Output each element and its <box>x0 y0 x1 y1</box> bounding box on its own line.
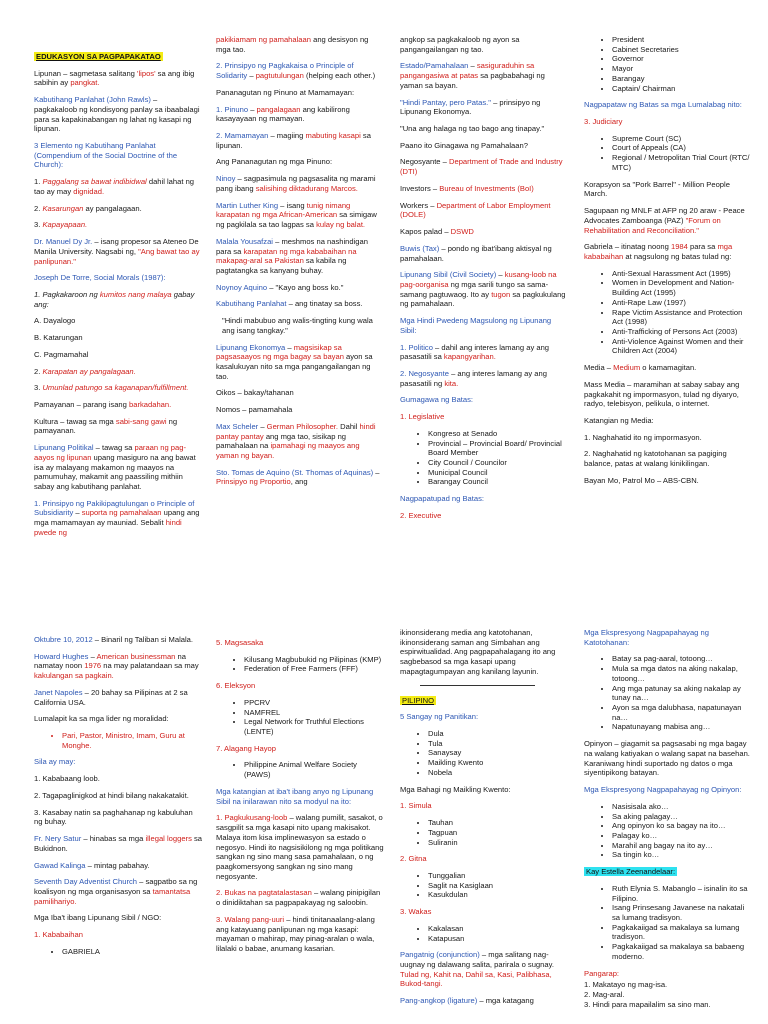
list-item: • Supreme Court (SC) <box>612 134 754 144</box>
pinuno-note: 1. Pinuno – pangalagaan ang kabilirong kasayayaan ng mamayan. <box>216 104 350 124</box>
solidarity-note: 2. Prinsipyo ng Pagkakaisa o Principle of Solidarity – pagtutulungan (helping each other.) <box>216 61 376 81</box>
kultura-note: Kultura – tawag sa mga sabi-sang gawi ng pamayanan. <box>34 416 178 436</box>
executive-heading: 2. Executive <box>400 510 442 520</box>
media-point-2: 2. Naghahatid ng katotohanan sa pagiging balance, patas at walang kinikilingan. <box>584 449 727 469</box>
adventist-note: Seventh Day Adventist Church – sagpatbo sa ng koalisyon ng mga organisasyon sa tamantatsa pamilihariyo. <box>34 877 198 906</box>
mlk-note: Martin Luther King – isang tunig nimang karapatan ng mga African-American sa simigaw ng pagkilala sa tao lagpas sa kulay ng balat. <box>216 200 377 230</box>
column-6 <box>216 638 384 1020</box>
document-title: EDUKASYON SA PAGPAPAKATAO <box>36 52 161 61</box>
ninoy-note: Ninoy – sagpasimula ng pagsasalita ng marami pang ibang salisihing diktadurang Marcos. <box>216 174 376 193</box>
judiciary-heading: 3. Judiciary <box>584 117 623 127</box>
pagkukusang-loob-note: 1. Pagkukusang-loob – walang pumilit, sasakot, o sasgpilit sa mga kasapi nito upang makisakot. Malaya itom kisa implinewasyon sa estado o negosyo. Hindi ito nagsisikilong ng mga politikang sangkan ng sino mang sasa pamahalaan, o ng paagkomersyong sangkan ng sino mang negosyante. <box>216 813 384 881</box>
pilipino-heading: PILIPINO <box>402 695 435 705</box>
list-item: • Governor <box>612 54 754 64</box>
list-item: • City Council / Councilor <box>428 458 568 468</box>
list-item: • Pagkakaiigad sa makalaya sa lumang tradisyon. <box>612 923 754 942</box>
lipunan-definition: Lipunan – sagmetasa salitang 'lipos' sa ang ibig sabihin ay pangkat. <box>34 68 195 88</box>
nomos-note: Nomos – pamamahala <box>216 405 293 415</box>
list-item: • Mayor <box>612 64 754 74</box>
gawad-kalinga-note: Gawad Kalinga – mintag pabahay. <box>34 860 150 870</box>
list-item: • Tunggalian <box>428 871 568 881</box>
noynoy-note: Noynoy Aquino – "Kayo ang boss ko." <box>216 282 344 292</box>
list-item: • Palagay ko… <box>612 831 754 841</box>
katangian-media-heading: Katangian ng Media: <box>584 416 654 425</box>
column-5 <box>34 635 202 1020</box>
trait-1: 1. Kababaang loob. <box>34 774 100 784</box>
option-c: C. Pagmamahal <box>34 349 89 359</box>
simula-list <box>400 818 568 847</box>
pangatnig-note: Pangatnig (conjunction) – mga salitang nag-uugnay ng dalawang salita, parirala o sugnay. Tulad ng, Kahit na, Dahil sa, Kasi, Palibhasa, Bukod-tangi. <box>400 950 554 989</box>
nagpapatupad-heading: Nagpapatupad ng Batas: <box>400 494 485 504</box>
media-point-1: 1. Naghahatid ito ng impormasyon. <box>584 432 702 442</box>
list-item: • Mula sa mga datos na aking nakalap, totoong… <box>612 664 754 683</box>
column-3 <box>400 35 568 554</box>
spiritual-continuation: ikinonsiderang media ang katotohanan, ikinonsiderang saman ang Simbahan ang espirwitualidad. Ang pagpapahalagang ito ang sagbebasod sa mga kasapi upang mapagtagumpayan ang kanilang layunin. <box>400 628 556 676</box>
de-torre-point-3: 3. Umunlad patungo sa kaganapan/fulfillment. <box>34 383 189 393</box>
list-item: • Municipal Council <box>428 468 568 478</box>
investors-boi: Investors – Bureau of Investments (BoI) <box>400 183 534 193</box>
list-item: • Barangay Council <box>428 477 568 487</box>
list-item: • Maikling Kwento <box>428 758 568 768</box>
de-torre-point-2: 2. Karapatan ay pangalagaan. <box>34 366 136 376</box>
magsasaka-heading: 5. Magsasaka <box>216 638 264 647</box>
executive-list <box>584 35 754 93</box>
column-2 <box>216 35 384 554</box>
malala-note: Malala Yousafzai – meshmos na nashindigan para sa karapatan ng mga kababaihan na makapag-aral sa Pakistan sa kabila ng pagtatangka sa kanyang buhay. <box>216 236 368 275</box>
pinuno-heading: Ang Pananagutan ng mga Pinuno: <box>216 157 333 167</box>
lider-list <box>34 731 202 750</box>
list-item: • Sa aking palagay… <box>612 812 754 822</box>
pamahalaan-question: Paano ito Ginagawa ng Pamahalaan? <box>400 140 528 150</box>
list-item: • Suliranin <box>428 838 568 848</box>
lipunang-ekonomya-note: Lipunang Ekonomya – magsisikap sa pagsasaayos ng mga bagay sa bayan ayon sa kasalukuyan nito sa mga pangangailangan ng tao. <box>216 342 373 381</box>
opinyon-definition: Opinyon – giagamit sa pagsasabi ng mga bagay na walang katiyakan o walang sapat na basehan. Karaniwang hindi suportado ng datos o mga siyentipikong batayan. <box>584 739 750 778</box>
alagang-hayop-heading: 7. Alagang Hayop <box>216 743 276 753</box>
list-item: • NAMFREL <box>244 708 384 718</box>
list-item: • Isang Prinsesang Javanese na nakatali sa lumang tradisyon. <box>612 903 754 922</box>
list-item: • Women in Development and Nation-Building Act (1995) <box>612 278 754 297</box>
column-1 <box>34 52 202 554</box>
ngo-heading: Mga Iba't ibang Lipunang Sibil / NGO: <box>34 913 162 923</box>
nery-satur-note: Fr. Nery Satur – hinabas sa mga illegal loggers sa Bukidnon. <box>34 834 202 853</box>
list-item: • Provincial – Provincial Board/ Provincial Board Member <box>428 439 568 458</box>
list-item: • Katapusan <box>428 934 568 944</box>
pangarap-heading: Pangarap: <box>584 968 620 978</box>
list-item: • Anti-Trafficking of Persons Act (2003) <box>612 327 754 337</box>
elements-heading: 3 Elemento ng Kabutihang Panlahat (Compendium of the Social Doctrine of the Church): <box>34 141 178 170</box>
list-item: • Philippine Animal Welfare Society (PAWS) <box>244 760 384 779</box>
list-item: • Kakalasan <box>428 924 568 934</box>
media-note: Media – Medium o kamamagitan. <box>584 363 697 373</box>
estado-note: Estado/Pamahalaan – sasiguraduhin sa pangangasiwa at patas sa pagbabahagi ng yaman sa bayan. <box>400 61 545 90</box>
legislative-heading: 1. Legislative <box>400 412 445 422</box>
oikos-note: Oikos – bakay/tahanan <box>216 388 294 398</box>
pangarap-1: 1. Makatayo ng mag-isa. <box>584 980 668 990</box>
list-item: • Ang mga patunay sa aking nakalap ay tunay na… <box>612 684 754 703</box>
list-item: • Rape Victim Assistance and Protection Act (1998) <box>612 308 754 327</box>
zeenandelaar-heading: Kay Estella Zeenandelaar: <box>586 867 676 877</box>
magsasaka-list <box>216 655 384 674</box>
pangarap-2: 2. Mag-aral. <box>584 990 625 999</box>
element-3: 3. Kapayapaan. <box>34 220 88 230</box>
alagang-hayop-list <box>216 760 384 779</box>
list-item: • Cabinet Secretaries <box>612 45 754 55</box>
list-item: • Anti-Violence Against Women and their Children Act (2004) <box>612 337 754 356</box>
list-item: • PPCRV <box>244 698 384 708</box>
list-item: • Kilusang Magbubukid ng Pilipinas (KMP) <box>244 655 384 665</box>
list-item: • Ang opinyon ko sa bagay na ito… <box>612 821 754 831</box>
oktubre-note: Oktubre 10, 2012 – Binaril ng Taliban si Malala. <box>34 635 194 644</box>
gitna-heading: 2. Gitna <box>400 854 427 864</box>
kababaihan-list <box>34 947 202 957</box>
howard-hughes-note: Howard Hughes – American businessman na namatay noon 1976 na may palatandaan sa may kakulangan sa pagkain. <box>34 651 199 681</box>
list-item: • Ruth Elynia S. Mabanglo – isinalin ito sa Filipino. <box>612 884 754 903</box>
legislative-list <box>400 429 568 487</box>
mamamayan-note: 2. Mamamayan – magiing mabuting kasapi sa lipunan. <box>216 131 371 150</box>
subsidiarity-note: 1. Prinsipyo ng Pakikipagtulungan o Principle of Subsidiarity – suporta ng pamahalaan upang ang mga mamamayan ay mauniad. Sebalit hindi pwede ng <box>34 498 200 537</box>
scheler-note: Max Scheler – German Philosopher. Dahil hindi pantay pantay ang mga tao, sisikap ng pamahalaan na ipamahagi ng maayos ang yaman ng bayan. <box>216 421 376 460</box>
proportio-continuation: angkop sa pagkakaloob ng ayon sa pangangailangan ng tao. <box>400 35 520 54</box>
opinyon-list <box>584 802 754 860</box>
judiciary-list <box>584 134 754 173</box>
list-item: • Ayon sa mga dalubhasa, napatunayan na… <box>612 703 754 722</box>
zeenandelaar-list <box>584 884 754 962</box>
eleksyon-heading: 6. Eleksyon <box>216 681 256 691</box>
list-item: • Federation of Free Farmers (FFF) <box>244 664 384 674</box>
list-item: • Sa tingin ko… <box>612 850 754 860</box>
napoles-note: Janet Napoles – 20 bahay sa Pilipinas at 2 sa California USA. <box>34 687 188 707</box>
gumagawa-batas-heading: Gumagawa ng Batas: <box>400 395 474 405</box>
aquinas-note: Sto. Tomas de Aquino (St. Thomas of Aquinas) – Prinsipyo ng Proportio, ang <box>216 467 380 487</box>
list-item: • Pari, Pastor, Ministro, Imam, Guru at Monghe. <box>62 731 202 750</box>
lipunang-politikal-note: Lipunang Politikal – tawag sa paraan ng pag-aayos ng lipunan upang masiguro na ang bawat isa ay malayang makamon ng maayos na pamumuhay, makamit ang paassiling mithiin sabay ang kabutihang panlahat. <box>34 443 196 491</box>
list-item: • Napatunayang mabisa ang… <box>612 722 754 732</box>
walis-quote: "Hindi mabubuo ang walis-tingting kung wala ang isang tangkay." <box>222 316 373 335</box>
list-item: • Legal Network for Truthful Elections (LENTE) <box>244 717 384 736</box>
list-item: • Kongreso at Senado <box>428 429 568 439</box>
pamayanan-note: Pamayanan – parang isang barkadahan. <box>34 399 172 409</box>
list-item: • Barangay <box>612 74 754 84</box>
buwis-note: Buwis (Tax) – pondo ng ibat'ibang aktisyal ng pamahalaan. <box>400 243 552 263</box>
list-item: • President <box>612 35 754 45</box>
list-item: • Nasisisala ako… <box>612 802 754 812</box>
list-item: • Saglit na Kasiglaan <box>428 881 568 891</box>
list-item: • Tula <box>428 739 568 749</box>
negosyante-note: 2. Negosyante – ang interes lamang ay ang pasasatili ng kita. <box>400 368 547 388</box>
list-item: • Nobela <box>428 768 568 778</box>
opinyon-heading: Mga Ekspresyong Nagpapahayag ng Opinyon: <box>584 785 742 795</box>
list-item: • Tagpuan <box>428 828 568 838</box>
katotohanan-heading: Mga Ekspresyong Nagpapahayag ng Katotohanan: <box>584 628 709 647</box>
bahagi-heading: Mga Bahagi ng Maikling Kwento: <box>400 784 511 794</box>
bayan-mo-note: Bayan Mo, Patrol Mo – ABS-CBN. <box>584 475 699 485</box>
list-item: • Pagkakaiigad sa makalaya sa babaeng moderno. <box>612 942 754 961</box>
pang-angkop-note: Pang-angkop (ligature) – mga katagang <box>400 996 534 1006</box>
mass-media-note: Mass Media – maramihan at sabay sabay ang pagkakahit ng impormasyon, tulad ng diyaryo, radyo, telebisyon, pelikula, o internet. <box>584 379 740 409</box>
list-item: • Marahil ang bagay na ito ay… <box>612 841 754 851</box>
element-2: 2. Kasarungan ay pangalagaan. <box>34 203 142 213</box>
section-divider <box>420 685 535 686</box>
list-item: • Kasukdulan <box>428 890 568 900</box>
option-a: A. Dayalogo <box>34 316 76 326</box>
subsidiarity-continuation: pakikiamam ng pamahalaan ang desisyon ng mga tao. <box>216 35 369 54</box>
de-torre-heading: Joseph De Torre, Social Morals (1987): <box>34 273 166 283</box>
sila-ay-may-heading: Sila ay may: <box>34 757 76 767</box>
lipunang-sibil-note: Lipunang Sibil (Civil Society) – kusang-loob na pag-oorganisa ng mga sarili tungo sa sama-samang pagtuwaog. Ito ay tugon sa pagkukulang ng pamahalaan. <box>400 270 566 309</box>
list-item: • Anti-Sexual Harassment Act (1995) <box>612 269 754 279</box>
wakas-list <box>400 924 568 943</box>
list-item: • Court of Appeals (CA) <box>612 143 754 153</box>
list-item: • Tauhan <box>428 818 568 828</box>
politico-note: 1. Politico – dahil ang interes lamang ay ang pasasatili sa kapangyarihan. <box>400 342 550 362</box>
kabutihang-boss-note: Kabutihang Panlahat – ang tinatay sa boss. <box>216 299 363 309</box>
column-8 <box>584 628 754 1020</box>
option-b: B. Katarungan <box>34 333 83 343</box>
list-item: • Dula <box>428 729 568 739</box>
trait-2: 2. Tagapaglinigkod at hindi bilang nakakatakit. <box>34 790 189 800</box>
kabutihang-panlahat-definition: Kabutihang Panlahat (John Rawls) – pagkakaloob ng kondisyong panlay sa ibaabalagi para sa kapakinabangan ng lahat ng kasapi ng lipunan. <box>34 95 200 134</box>
tinapay-quote: "Una ang halaga ng tao bago ang tinapay." <box>400 124 545 134</box>
katotohanan-list <box>584 654 754 732</box>
katangian-sibil-heading: Mga katangian at iba't ibang anyo ng Lipunang Sibil na inilarawan nito sa modyul na ito: <box>216 786 374 806</box>
hindi-pantay-note: "Hindi Pantay, pero Patas." – prinsipyo ng Lipunang Ekonomya. <box>400 97 541 117</box>
pork-barrel-note: Korapsyon sa "Pork Barrel" - Million People March. <box>584 179 730 199</box>
wakas-heading: 3. Wakas <box>400 907 432 917</box>
gabriela-note: Gabriela – itinatag noong 1984 para sa mga kababaihan at nagsulong ng batas tulad ng: <box>584 242 733 261</box>
element-1: 1. Paggalang sa bawat indibidwal dahil lahat ng tao ay may dignidad. <box>34 177 195 196</box>
list-item: • Batay sa pag-aaral, totoong… <box>612 654 754 664</box>
pananagutan-heading: Pananagutan ng Pinuno at Mamamayan: <box>216 87 355 97</box>
negosyante-dti: Negosyante – Department of Trade and Industry (DTI) <box>400 157 563 177</box>
hindi-pwede-heading: Mga Hindi Pwedeng Magsulong ng Lipunang Sibil: <box>400 316 552 335</box>
trait-3: 3. Kasabay natin sa paghahanap ng kabuluhan ng buhay. <box>34 807 193 827</box>
list-item: • Sanaysay <box>428 748 568 758</box>
sangay-heading: 5 Sangay ng Panitikan: <box>400 712 479 722</box>
workers-dole: Workers – Department of Labor Employment (DOLE) <box>400 200 551 220</box>
gitna-list <box>400 871 568 900</box>
column-7 <box>400 628 568 1020</box>
eleksyon-list <box>216 698 384 737</box>
simula-heading: 1. Simula <box>400 801 432 811</box>
lider-moralidad-heading: Lumalapit ka sa mga lider ng moralidad: <box>34 714 169 724</box>
kapos-palad-dswd: Kapos palad – DSWD <box>400 227 474 237</box>
kababaihan-heading: 1. Kababaihan <box>34 930 83 940</box>
list-item: • Regional / Metropolitan Trial Court (RTC/ MTC) <box>612 153 754 172</box>
bukas-talastasan-note: 2. Bukas na pagtatalastasan – walang pinipigilan o dinidiktahan sa pagpapakayag ng saloobin. <box>216 888 381 908</box>
nagpapataw-heading: Nagpapataw ng Batas sa mga Lumalabag nito: <box>584 100 742 110</box>
zamboanga-note: Sagupaan ng MNLF at AFP ng 20 araw - Peace Advocates Zamboanga (PAZ) "Forum on Rehabilitation and Reconciliation." <box>584 206 745 235</box>
list-item: • GABRIELA <box>62 947 202 957</box>
de-torre-point-1: 1. Pagkakaroon ng kumitos nang malaya gabay ang: <box>34 289 195 309</box>
pangarap-3: 3. Hindi para mapailalim sa sino man. <box>584 999 711 1009</box>
walang-pang-uuri-note: 3. Walang pang-uuri – hindi tinitanaalang-alang ang katayuang panlipunan ng mga kasapi: mayaman o mahirap, may pinag-aralan o wala, lilalaki o babae, anumang kasarian. <box>216 914 375 953</box>
gabriela-laws-list <box>584 269 754 356</box>
manuel-dy-note: Dr. Manuel Dy Jr. – isang propesor sa Ateneo De Manila University. Nagsabi ng, "Ang bawat tao ay panlipunan." <box>34 237 200 266</box>
list-item: • Anti-Rape Law (1997) <box>612 298 754 308</box>
list-item: • Captain/ Chairman <box>612 84 754 94</box>
sangay-list <box>400 729 568 778</box>
column-4 <box>584 35 754 554</box>
